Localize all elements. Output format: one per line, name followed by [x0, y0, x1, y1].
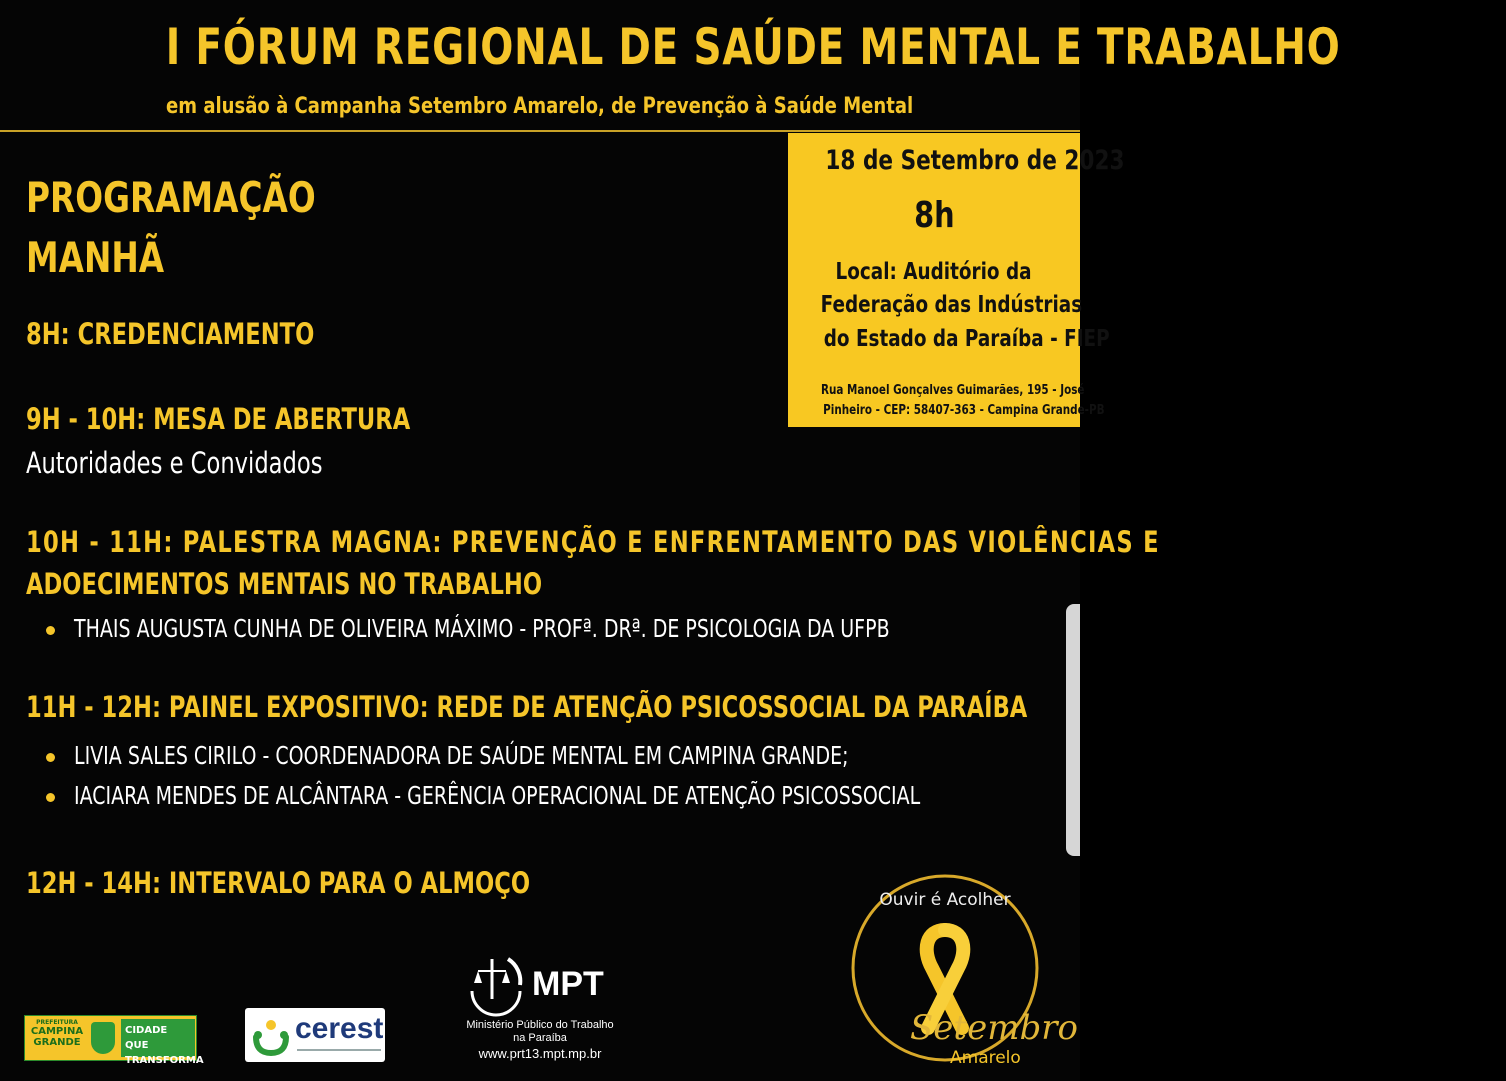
page-title: I FÓRUM REGIONAL DE SAÚDE MENTAL E TRABALHO: [165, 18, 1341, 76]
schedule-item-10h: 10H - 11H: PALESTRA MAGNA: PREVENÇÃO E ENFRENTAMENTO DAS VIOLÊNCIAS E: [26, 525, 1160, 559]
cerest-icon: [250, 1015, 292, 1057]
logo-text: TRANSFORMA: [125, 1055, 204, 1066]
scales-of-justice-icon: [458, 955, 530, 1011]
cerest-logo: [245, 1008, 385, 1062]
logo-text: Amarelo: [950, 1048, 1021, 1068]
schedule-item-11h: 11H - 12H: PAINEL EXPOSITIVO: REDE DE ATENÇÃO PSICOSSOCIAL DA PARAÍBA: [26, 690, 1028, 724]
bullet-icon: [46, 753, 55, 762]
event-place-line: Local: Auditório da: [835, 259, 1033, 285]
logo-text: cerest: [295, 1012, 384, 1045]
bullet-icon: [46, 793, 55, 802]
logo-text: MPT: [532, 965, 604, 1003]
speaker-name: IACIARA MENDES DE ALCÂNTARA - GERÊNCIA OPERACIONAL DE ATENÇÃO PSICOSSOCIAL: [74, 781, 921, 810]
campina-grande-logo: [24, 1015, 204, 1066]
logo-text: CIDADE QUE: [125, 1025, 168, 1051]
schedule-item-12h: 12H - 14H: INTERVALO PARA O ALMOÇO: [26, 866, 531, 900]
logo-slogan: Ouvir é Acolher: [879, 890, 1011, 910]
logo-text: na Paraíba: [513, 1032, 567, 1044]
event-place-line: Federação das Indústrias: [820, 292, 1083, 318]
schedule-item-8h: 8H: CREDENCIAMENTO: [26, 317, 315, 351]
logo-text: Ministério Público do Trabalho: [466, 1019, 614, 1031]
schedule-item-9h: 9H - 10H: MESA DE ABERTURA: [26, 402, 411, 436]
event-info-box: [788, 133, 1125, 427]
scrollbar-handle[interactable]: [1066, 604, 1080, 856]
mpt-logo: [452, 955, 628, 1065]
event-address-line: Rua Manoel Gonçalves Guimarães, 195 - José: [820, 383, 1085, 398]
program-heading: PROGRAMAÇÃO MANHÃ: [26, 173, 316, 282]
event-place-line: do Estado da Paraíba - FIEP: [823, 326, 1110, 352]
logo-text: GRANDE: [33, 1037, 81, 1048]
schedule-item-10h-cont: ADOECIMENTOS MENTAIS NO TRABALHO: [26, 567, 543, 601]
speaker-name: THAIS AUGUSTA CUNHA DE OLIVEIRA MÁXIMO - PROFª. DRª. DE PSICOLOGIA DA UFPB: [74, 614, 890, 643]
website-link[interactable]: www.prt13.mpt.mp.br: [478, 1046, 602, 1061]
logo-text: CAMPINA: [30, 1026, 84, 1037]
speaker-name: LIVIA SALES CIRILO - COORDENADORA DE SAÚDE MENTAL EM CAMPINA GRANDE;: [74, 741, 849, 770]
setembro-amarelo-logo: [840, 868, 1078, 1078]
logo-text: PREFEITURA: [36, 1019, 78, 1026]
event-address-line: Pinheiro - CEP: 58407-363 - Campina Grande-PB: [823, 403, 1105, 418]
bullet-icon: [46, 626, 55, 635]
event-time: 8h: [913, 195, 955, 236]
schedule-item-9h-detail: Autoridades e Convidados: [26, 446, 323, 480]
logo-fine-print: [297, 1049, 381, 1051]
crest-icon: [91, 1022, 115, 1054]
event-date: 18 de Setembro de 2023: [825, 145, 1125, 176]
page-subtitle: em alusão à Campanha Setembro Amarelo, de Prevenção à Saúde Mental: [166, 94, 914, 119]
logo-text: Setembro: [910, 1008, 1078, 1048]
title-divider: [0, 130, 1080, 132]
